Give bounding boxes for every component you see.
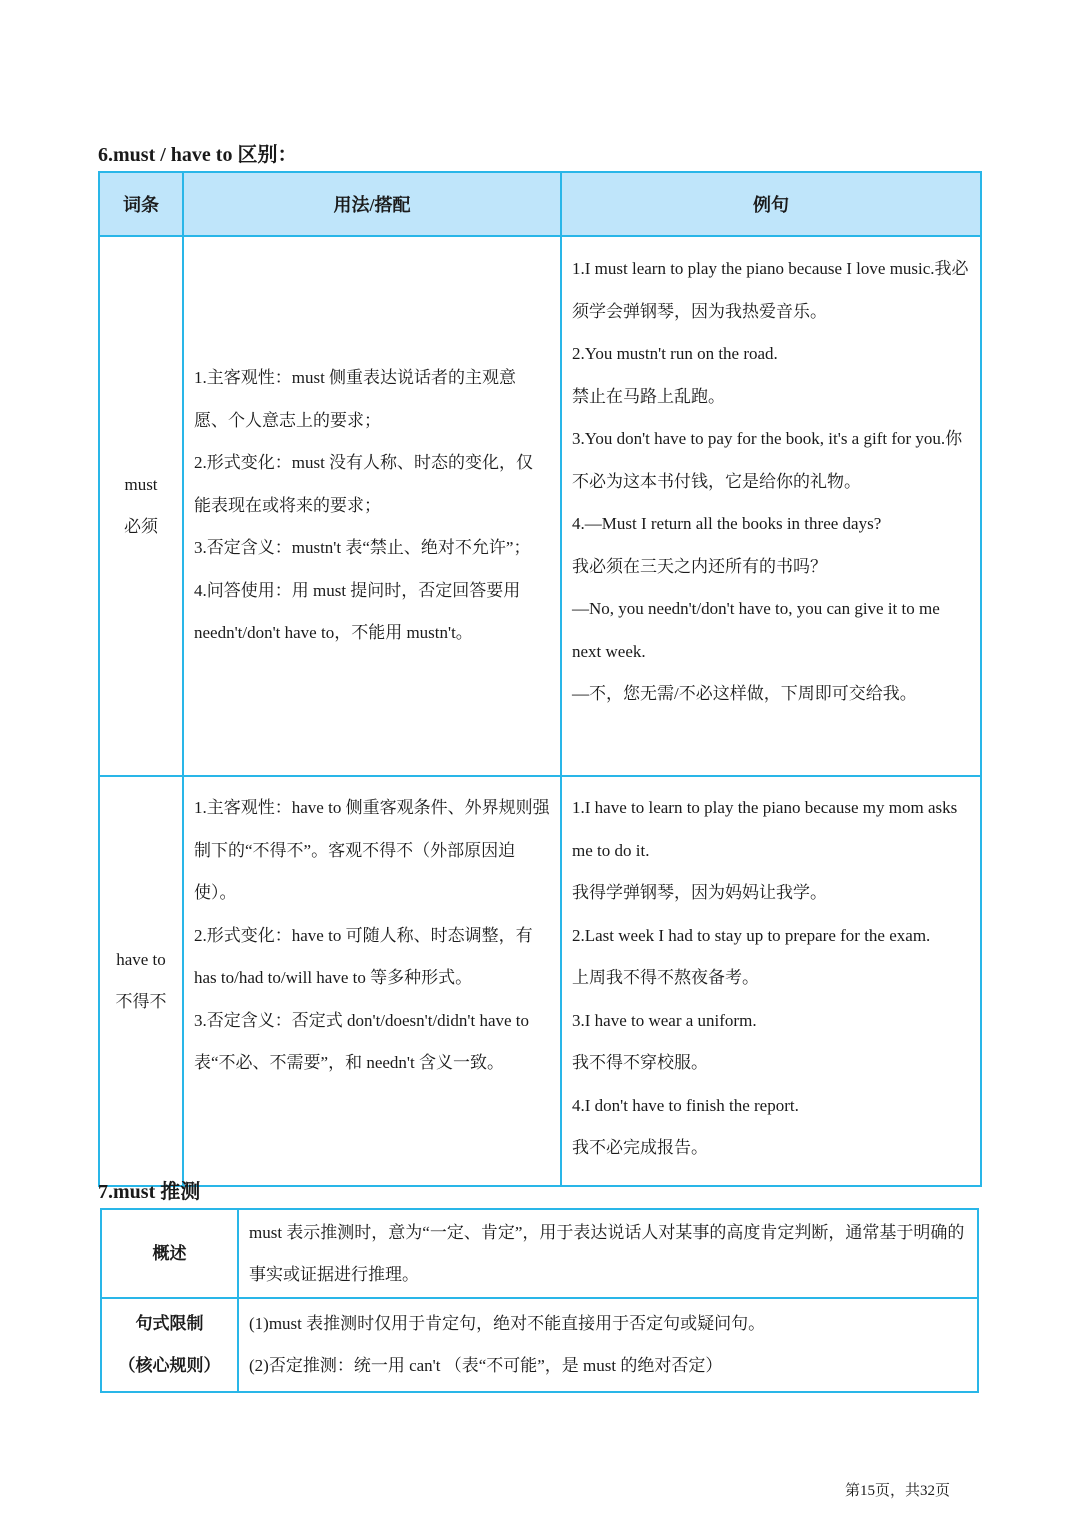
example-cell	[561, 236, 981, 776]
content-line: (2)否定推测：统一用 can't （表“不可能”，是 must 的绝对否定）	[249, 1356, 723, 1375]
example-line: 4.—Must I return all the books in three days?	[572, 514, 882, 533]
content-line: (1)must 表推测时仅用于肯定句，绝对不能直接用于否定句或疑问句。	[249, 1314, 766, 1333]
example-line: —不，您无需/不必这样做，下周即可交给我。	[572, 684, 917, 703]
content-cell	[238, 1209, 978, 1298]
term-english: must	[124, 474, 158, 494]
usage-point: 1.主客观性：must 侧重表达说话者的主观意愿、个人意志上的要求；	[194, 368, 517, 430]
example-line: 4.I don't have to finish the report.	[572, 1095, 799, 1115]
term-chinese: 必须	[124, 517, 158, 536]
table-header-row	[99, 172, 981, 236]
example-line: 禁止在马路上乱跑。	[572, 386, 725, 406]
usage-point: 2.形式变化：must 没有人称、时态的变化，仅能表现在或将来的要求；	[194, 453, 534, 515]
header-example: 例句	[561, 172, 981, 236]
example-line: 2.Last week I had to stay up to prepare for the exam.	[572, 925, 931, 945]
usage-point: 1.主客观性：have to 侧重客观条件、外界规则强制下的“不得不”。客观不得不（外部原因迫使）。	[194, 798, 550, 902]
label-cell	[101, 1298, 238, 1392]
example-line: —No, you needn't/don't have to, you can give it to me next week.	[572, 599, 940, 661]
term-chinese: 不得不	[115, 992, 167, 1011]
usage-point: 4.问答使用：用 must 提问时，否定回答要用 needn't/don't have to，不能用 mustn't。	[194, 580, 521, 643]
section-6-title: 6.must / have to 区别：	[98, 144, 298, 166]
table-row	[101, 1298, 978, 1392]
example-line: 上周我不得不熬夜备考。	[572, 968, 759, 987]
header-term: 词条	[99, 172, 183, 236]
section-7-title: 7.must 推测	[98, 1181, 201, 1203]
page-number: 第15页，共32页	[845, 1483, 951, 1499]
label-cell	[101, 1209, 238, 1298]
table-row	[101, 1209, 978, 1298]
usage-point: 2.形式变化：have to 可随人称、时态调整，有 has to/had to/will have to 等多种形式。	[194, 925, 533, 987]
usage-point: 3.否定含义：否定式 don't/doesn't/didn't have to 表“不必、不需要”，和 needn't 含义一致。	[194, 1010, 530, 1072]
example-line: 我得学弹钢琴，因为妈妈让我学。	[572, 883, 827, 902]
example-line: 我必须在三天之内还所有的书吗？	[572, 556, 827, 576]
header-usage: 用法/搭配	[183, 172, 561, 236]
usage-point: 3.否定含义：mustn't 表“禁止、绝对不允许”；	[194, 538, 531, 558]
example-cell	[561, 776, 981, 1186]
content-line: must 表示推测时，意为“一定、肯定”，用于表达说话人对某事的高度肯定判断，通常基于明确的事实或证据进行推理。	[249, 1222, 965, 1284]
row-label: 概述	[152, 1243, 187, 1263]
usage-cell	[183, 236, 561, 776]
example-line: 3.You don't have to pay for the book, it's a gift for you.你不必为这本书付钱，它是给你的礼物。	[572, 429, 963, 491]
term-english: have to	[116, 949, 166, 969]
term-cell	[99, 236, 183, 776]
table-row	[99, 776, 981, 1186]
term-cell	[99, 776, 183, 1186]
table-row	[99, 236, 981, 776]
example-line: 我不必完成报告。	[572, 1138, 708, 1157]
must-have-to-table	[98, 171, 982, 1187]
row-label: （核心规则）	[118, 1356, 221, 1375]
example-line: 1.I must learn to play the piano because I love music.我必须学会弹钢琴，因为我热爱音乐。	[572, 259, 969, 321]
row-label: 句式限制	[135, 1314, 204, 1333]
example-line: 2.You mustn't run on the road.	[572, 344, 778, 363]
example-line: 1.I have to learn to play the piano because my mom asks me to do it.	[572, 798, 958, 860]
usage-cell	[183, 776, 561, 1186]
must-inference-table	[100, 1208, 979, 1393]
example-line: 我不得不穿校服。	[572, 1053, 708, 1072]
example-line: 3.I have to wear a uniform.	[572, 1010, 757, 1030]
content-cell	[238, 1298, 978, 1392]
